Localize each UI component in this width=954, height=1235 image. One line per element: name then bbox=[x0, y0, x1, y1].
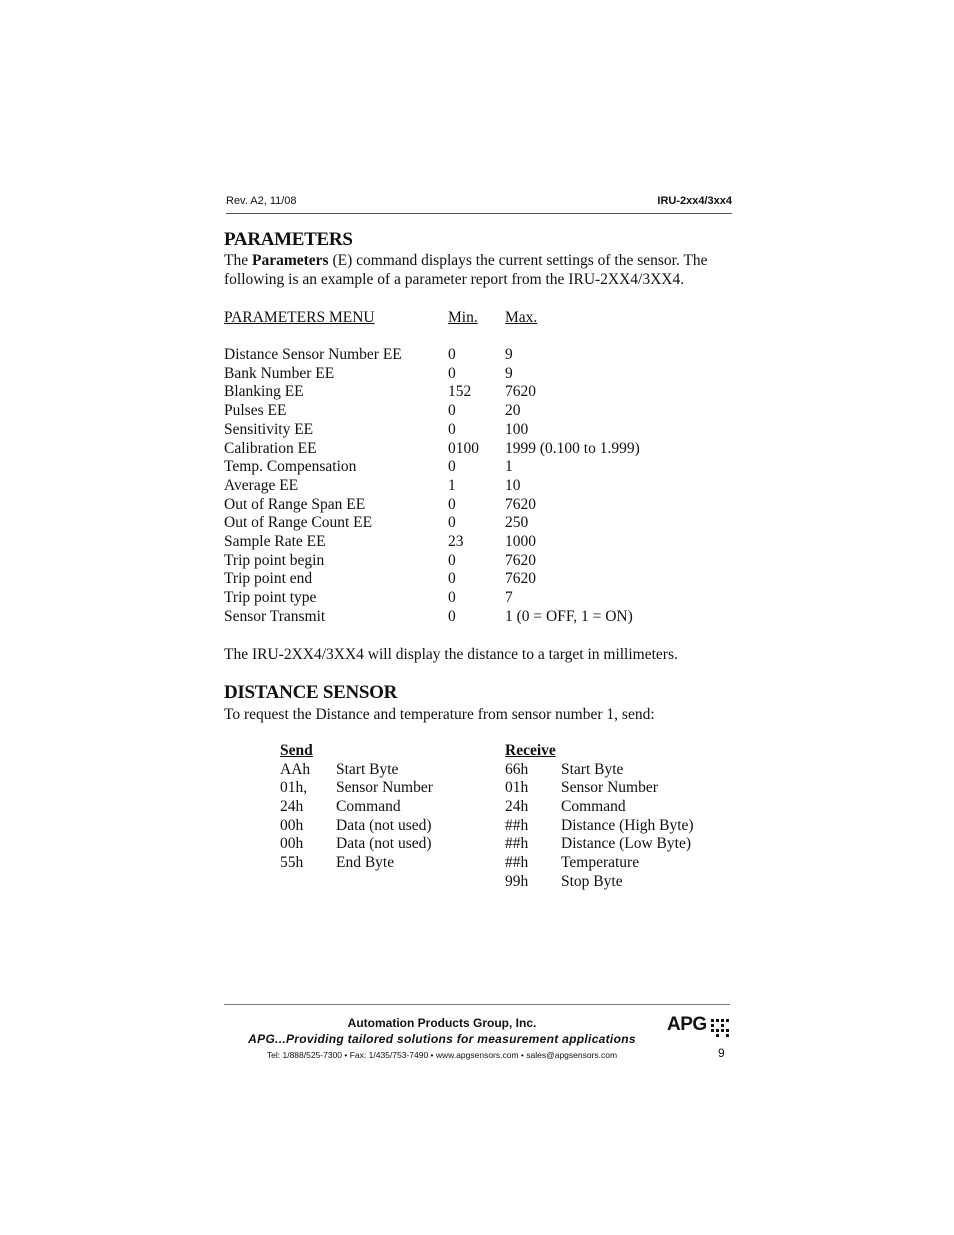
parameter-name: Trip point begin bbox=[224, 551, 325, 569]
receive-heading-row bbox=[505, 741, 725, 760]
byte-code: 24h bbox=[280, 798, 304, 816]
parameter-max: 10 bbox=[505, 476, 521, 494]
send-table bbox=[280, 741, 480, 872]
parameter-min: 0 bbox=[448, 514, 456, 532]
parameters-bold: Parameters bbox=[251, 252, 329, 269]
parameter-min: 0 bbox=[448, 551, 456, 569]
receive-row bbox=[505, 872, 725, 891]
parameter-max: 9 bbox=[505, 364, 513, 382]
parameter-max: 20 bbox=[505, 402, 521, 420]
byte-description: Data (not used) bbox=[336, 835, 432, 853]
parameter-name: Average EE bbox=[224, 476, 299, 494]
parameter-name: Blanking EE bbox=[224, 383, 304, 401]
parameter-min: 0 bbox=[448, 458, 456, 476]
byte-description: Sensor Number bbox=[561, 779, 658, 797]
page-number: 9 bbox=[718, 1046, 725, 1060]
company-tagline: APG...Providing tailored solutions for measurement applications bbox=[248, 1032, 636, 1046]
receive-heading: Receive bbox=[505, 742, 556, 759]
byte-code: 55h bbox=[280, 854, 304, 872]
byte-code: 00h bbox=[280, 835, 304, 853]
byte-code: 01h bbox=[505, 779, 529, 797]
byte-code: 99h bbox=[505, 872, 529, 890]
contact-info: Tel: 1/888/525-7300 • Fax: 1/435/753-7490 • www.apgsensors.com • sales@apgsensors.com bbox=[266, 1050, 618, 1060]
byte-description: Data (not used) bbox=[336, 816, 432, 834]
model-label: IRU-2xx4/3xx4 bbox=[657, 195, 732, 207]
column-header-menu: PARAMETERS MENU bbox=[224, 309, 375, 326]
parameter-min: 0 bbox=[448, 607, 456, 625]
send-heading-row bbox=[280, 741, 480, 760]
distance-sensor-intro: To request the Distance and temperature from sensor number 1, send: bbox=[224, 706, 655, 723]
column-header-max: Max. bbox=[505, 309, 538, 326]
parameter-name: Out of Range Span EE bbox=[224, 495, 366, 513]
send-row bbox=[280, 853, 480, 872]
distance-sensor-title: DISTANCE SENSOR bbox=[224, 682, 398, 703]
byte-code: ##h bbox=[505, 816, 529, 834]
parameter-min: 0 bbox=[448, 570, 456, 588]
revision-label: Rev. A2, 11/08 bbox=[226, 195, 297, 207]
parameter-max: 100 bbox=[505, 420, 529, 438]
byte-description: Sensor Number bbox=[336, 779, 433, 797]
receive-table bbox=[505, 741, 725, 891]
parameter-min: 0 bbox=[448, 364, 456, 382]
send-row bbox=[280, 778, 480, 797]
parameter-max: 7 bbox=[505, 589, 513, 607]
receive-row bbox=[505, 816, 725, 835]
logo-text: APG bbox=[667, 1014, 707, 1035]
parameter-name: Trip point type bbox=[224, 589, 317, 607]
byte-description: Temperature bbox=[561, 854, 640, 872]
parameters-intro: The Parameters (E) command displays the current settings of the sensor. The following is an example of a parameter report from the IRU-2XX4/3XX4. bbox=[224, 252, 708, 288]
parameter-min: 0 bbox=[448, 495, 456, 513]
receive-row bbox=[505, 778, 725, 797]
send-row bbox=[280, 834, 480, 853]
parameter-max: 1 bbox=[505, 458, 513, 476]
parameter-name: Bank Number EE bbox=[224, 364, 335, 382]
parameter-min: 0 bbox=[448, 402, 456, 420]
display-note: The IRU-2XX4/3XX4 will display the distance to a target in millimeters. bbox=[224, 646, 678, 663]
page-header bbox=[226, 195, 732, 214]
parameter-max: 7620 bbox=[505, 383, 536, 401]
parameter-name: Out of Range Count EE bbox=[224, 514, 373, 532]
parameter-min: 0 bbox=[448, 346, 456, 363]
send-row bbox=[280, 760, 480, 779]
apg-logo bbox=[667, 1014, 733, 1040]
send-row bbox=[280, 816, 480, 835]
parameter-name: Distance Sensor Number EE bbox=[224, 346, 402, 363]
byte-code: 24h bbox=[505, 798, 529, 816]
byte-description: Start Byte bbox=[561, 760, 624, 778]
byte-code: ##h bbox=[505, 835, 529, 853]
company-name: Automation Products Group, Inc. bbox=[347, 1016, 537, 1030]
byte-code: 00h bbox=[280, 816, 304, 834]
parameter-max: 7620 bbox=[505, 570, 536, 588]
parameter-max: 1999 (0.100 to 1.999) bbox=[505, 439, 640, 457]
byte-code: 01h, bbox=[280, 779, 308, 797]
byte-description: Distance (High Byte) bbox=[561, 816, 694, 834]
parameter-min: 152 bbox=[448, 383, 472, 401]
parameter-max: 1000 bbox=[505, 533, 536, 550]
parameter-max: 7620 bbox=[505, 495, 536, 513]
byte-code: ##h bbox=[505, 854, 529, 872]
parameter-name: Pulses EE bbox=[224, 402, 287, 420]
byte-description: Distance (Low Byte) bbox=[561, 835, 691, 853]
parameter-name: Sensitivity EE bbox=[224, 420, 314, 438]
byte-description: Stop Byte bbox=[561, 872, 623, 890]
column-header-min: Min. bbox=[448, 309, 478, 326]
parameter-name: Sensor Transmit bbox=[224, 607, 326, 625]
parameter-min: 1 bbox=[448, 476, 456, 494]
parameter-name: Sample Rate EE bbox=[224, 533, 326, 550]
byte-description: Command bbox=[336, 798, 401, 816]
parameter-name: Temp. Compensation bbox=[224, 458, 357, 476]
byte-description: Start Byte bbox=[336, 760, 399, 778]
parameter-min: 0100 bbox=[448, 439, 479, 457]
parameter-max: 9 bbox=[505, 346, 513, 363]
parameter-name: Calibration EE bbox=[224, 439, 317, 457]
byte-code: AAh bbox=[280, 760, 311, 778]
logo-dots-icon bbox=[710, 1018, 732, 1038]
receive-row bbox=[505, 834, 725, 853]
parameter-max: 250 bbox=[505, 514, 529, 532]
receive-row bbox=[505, 797, 725, 816]
parameters-title: PARAMETERS bbox=[224, 229, 353, 250]
receive-row bbox=[505, 853, 725, 872]
parameter-max: 7620 bbox=[505, 551, 536, 569]
send-heading: Send bbox=[280, 742, 313, 759]
parameter-min: 0 bbox=[448, 589, 456, 607]
parameter-min: 23 bbox=[448, 533, 464, 550]
receive-row bbox=[505, 760, 725, 779]
send-row bbox=[280, 797, 480, 816]
parameter-min: 0 bbox=[448, 420, 456, 438]
parameter-max: 1 (0 = OFF, 1 = ON) bbox=[505, 607, 633, 625]
byte-description: Command bbox=[561, 798, 626, 816]
parameter-name: Trip point end bbox=[224, 570, 313, 588]
byte-description: End Byte bbox=[336, 854, 395, 872]
footer-divider bbox=[224, 1004, 730, 1005]
byte-code: 66h bbox=[505, 760, 529, 778]
